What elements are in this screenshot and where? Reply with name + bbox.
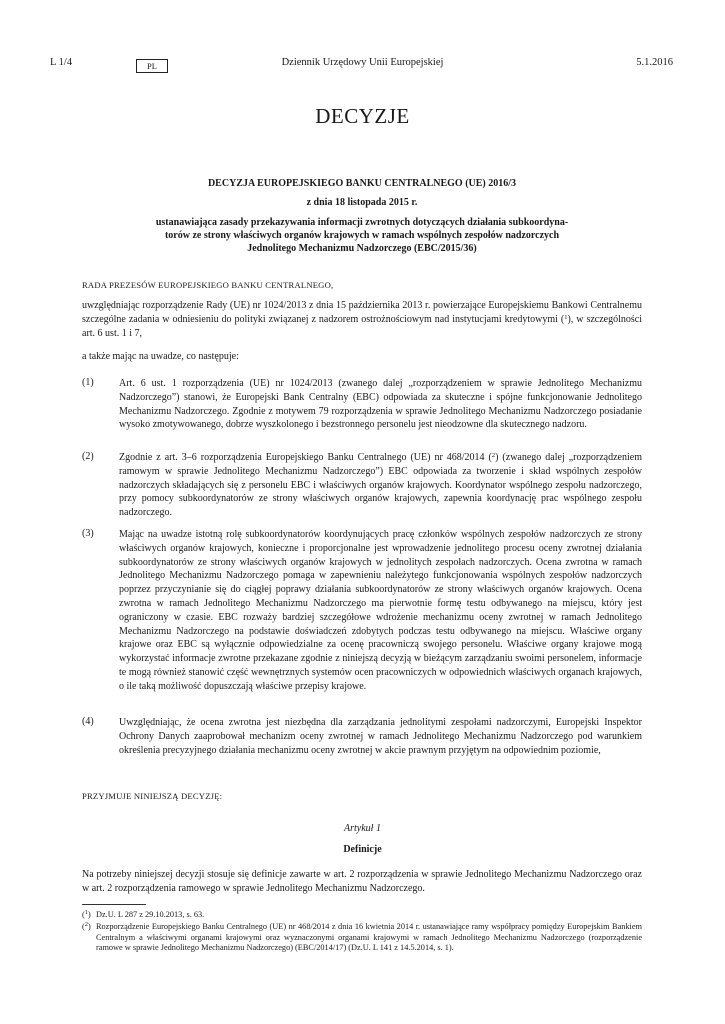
- footnote-ref: 1: [564, 313, 568, 321]
- recital-text: Zgodnie z art. 3–6 rozporządzenia Europejskiego Banku Centralnego (UE) nr 468/2014 ($^2$) (zwanego dalej „rozporządzeniem ramowym w sprawie Jednolitego Mechanizmu Nadzorczego”) EBC odpowiada za tworzenie i skład wspólnych zespołów nadzorczych składających się z personelu EBC i właściwych organów krajowych. Koordynator wspólnego zespołu nadzorczego, przy pomocy subkoordynatorów ze strony właściwych organów krajowych, zapewnia koordynację prac wspólnego zespołu nadzorczego.: [119, 452, 642, 519]
- footnote-divider: [82, 904, 146, 905]
- footnote-number-value: 2: [84, 921, 89, 928]
- having-regard-paragraph: uwzględniając rozporządzenie Rady (UE) nr 1024/2013 z dnia 15 października 2013 r. powierzające Europejskiemu Bankowi Centralnemu szczególne zadania w odniesieniu do polityki związanej z nadzorem ostrożnościowym nad instytucjami kredytowymi ($^1$), w szczególności art. 6 ust. 1 i 7,: [82, 300, 642, 339]
- recital-text: Art. 6 ust. 1 rozporządzenia (UE) nr 1024/2013 (zwanego dalej „rozporządzeniem w sprawie Jednolitego Mechanizmu Nadzorczego”) stanowi, że Europejski Bank Centralny (EBC) odpowiada za skuteczne i spójne funkcjonowanie Jednolitego Mechanizmu Nadzorczego. Zgodnie z motywem 79 rozporządzenia w sprawie Jednolitego Mechanizmu Nadzorczego posiadanie wysoko zmotywowanego, dobrze wyszkolonego i bezstronnego personelu jest nieodzowne dla skutecznego nadzoru.: [119, 378, 642, 431]
- language-badge: PL: [136, 59, 168, 73]
- footnote-number: ($^2$): [82, 921, 91, 931]
- publication-date: 5.1.2016: [636, 57, 673, 68]
- recital-text-after: (zwanego dalej „rozporządzeniem ramowym w sprawie Jednolitego Mechanizmu Nadzorczego”) EBC odpowiada za tworzenie i skład wspólnych zespołów nadzorczych składających się z personelu EBC i właściwych organów krajowych. Koordynator wspólnego zespołu nadzorczego, przy pomocy subkoordynatorów ze strony właściwych organów krajowych, zapewnia koordynację prac wspólnego zespołu nadzorczego.: [119, 452, 642, 519]
- council-heading: RADA PREZESÓW EUROPEJSKIEGO BANKU CENTRALNEGO,: [82, 280, 334, 290]
- recital-number: (3): [82, 528, 94, 539]
- having-regard-text: uwzględniając rozporządzenie Rady (UE) nr 1024/2013 z dnia 15 października 2013 r. powierzające Europejskiemu Bankowi Centralnemu szczególne zadania w odniesieniu do polityki związanej z nadzorem ostrożnościowym nad instytucjami kredytowymi: [82, 300, 642, 325]
- recital-number: (1): [82, 377, 94, 388]
- journal-title: Dziennik Urzędowy Unii Europejskiej: [281, 57, 444, 68]
- decision-subject-line: torów ze strony właściwych organów krajowych w ramach wspólnych zespołów nadzorczych: [164, 230, 560, 241]
- article-text: Na potrzeby niniejszej decyzji stosuje się definicje zawarte w art. 2 rozporządzenia w sprawie Jednolitego Mechanizmu Nadzorczego oraz w art. 2 rozporządzenia ramowego w sprawie Jednolitego Mechanizmu Nadzorczego.: [82, 869, 642, 894]
- footnote-text: Rozporządzenie Europejskiego Banku Centralnego (UE) nr 468/2014 z dnia 16 kwietnia 2014 r. ustanawiające ramy współpracy pomiędzy Europejskim Bankiem Centralnym a właściwymi organami krajowymi oraz wyznaczonymi organami krajowymi w ramach Jednolitego Mechanizmu Nadzorczego (rozporządzenie ramowe w sprawie Jednolitego Mechanizmu Nadzorczego) (EBC/2014/17) (Dz.U. L 141 z 14.5.2014, s. 1).: [96, 922, 642, 953]
- recital-text-before: Zgodnie z art. 3–6 rozporządzenia Europejskiego Banku Centralnego (UE) nr 468/2014: [119, 452, 485, 463]
- decision-subject: [82, 216, 642, 255]
- decision-title: DECYZJA EUROPEJSKIEGO BANKU CENTRALNEGO (UE) 2016/3: [207, 178, 517, 189]
- footnote-number-value: 1: [84, 909, 89, 916]
- decision-date: z dnia 18 listopada 2015 r.: [306, 197, 418, 208]
- footnote-number: ($^1$): [82, 909, 91, 919]
- recital-number: (4): [82, 716, 94, 727]
- recital-number: (2): [82, 451, 94, 462]
- recital-text: Uwzględniając, że ocena zwrotna jest niezbędna dla zarządzania jednolitymi zespołami nadzorczymi, Europejski Inspektor Ochrony Danych zaaprobował mechanizm oceny zwrotnej w ramach Jednolitego Mechanizmu Nadzorczego pod warunkiem określenia precyzyjnego działania mechanizmu oceny zwrotnej w akcie prawnym przyjętym na odpowiednim poziomie,: [119, 717, 642, 756]
- article-title: Definicje: [343, 844, 382, 855]
- having-regard-end: , w szczególności art. 6 ust. 1 i 7,: [82, 313, 642, 339]
- whereas-line: a także mając na uwadze, co następuje:: [82, 351, 239, 362]
- page-reference: L 1/4: [50, 57, 73, 68]
- section-title: DECYZJE: [315, 104, 410, 128]
- footnote-ref: 2: [491, 452, 496, 459]
- article-label: Artykuł 1: [344, 823, 381, 834]
- footnote-text: Dz.U. L 287 z 29.10.2013, s. 63.: [96, 910, 205, 919]
- decision-subject-line: ustanawiająca zasady przekazywania informacji zwrotnych dotyczących działania subkoordyna-: [155, 217, 569, 228]
- recital-text: Mając na uwadze istotną rolę subkoordynatorów koordynujących pracę członków wspólnych zespołów nadzorczych ze strony właściwych organów krajowych, konieczne i proporcjonalne jest wprowadzenie jednolitego procesu oceny zwrotnej działania subkoordynatorów ze strony właściwych organów krajowych w jednolitych zespołach nadzorczych. Ocena zwrotna w ramach Jednolitego Mechanizmu Nadzorczego pomaga w zapewnieniu należytego funkcjonowania wspólnych zespołów nadzorczych poprzez przyczynianie się do ciągłej poprawy działania subkoordynatorów ze strony właściwych organów krajowych. Ocena zwrotna w ramach Jednolitego Mechanizmu Nadzorczego ma pierwotnie formę testu odbywanego na miejscu, który jest ograniczony w czasie. EBC rozważy bardziej szczegółowe wdrożenie mechanizmu oceny zwrotnej w ramach Jednolitego Mechanizmu Nadzorczego na podstawie doświadczeń zdobytych podczas testu odbywanego na miejscu. Właściwe organy krajowe oraz EBC są wyłącznie odpowiedzialne za ocenę pracowniczą swojego personelu. Właściwe organy krajowe mogą wykorzystać informacje zwrotne przekazane zgodnie z niniejszą decyzją w bieżącym zarządzaniu swoimi personelem, informacje te mogą również stanowić część wewnętrznych systemów ocen pracowniczych w odpowiednich właściwych organach krajowych, o ile taką możliwość dopuszczają właściwe przepisy krajowe.: [119, 529, 642, 692]
- adopts-heading: PRZYJMUJE NINIEJSZĄ DECYZJĘ:: [82, 791, 223, 801]
- decision-subject-line: Jednolitego Mechanizmu Nadzorczego (EBC/2015/36): [247, 243, 477, 254]
